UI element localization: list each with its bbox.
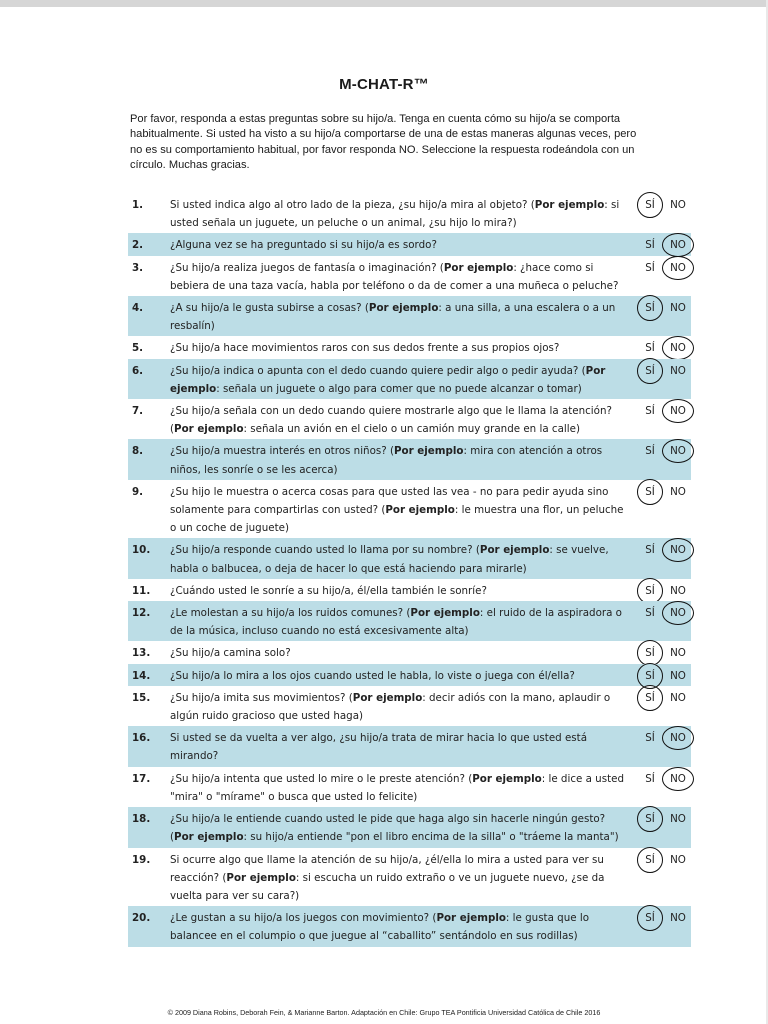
answer-options <box>636 604 692 622</box>
question-text: ¿Cuándo usted le sonríe a su hijo/a, él/ella también le sonríe? <box>170 584 487 597</box>
answer-options <box>636 442 692 460</box>
answer-yes-option[interactable]: SÍ <box>645 405 655 418</box>
answer-no-option[interactable]: NO <box>666 541 690 559</box>
answer-no-option[interactable]: NO <box>670 302 686 315</box>
question-number: 5. <box>132 342 144 355</box>
question-text: ¿Alguna vez se ha preguntado si su hijo/a es sordo? <box>170 239 437 252</box>
answer-options <box>636 339 692 357</box>
answer-no-option[interactable]: NO <box>666 402 690 420</box>
question-number: 7. <box>132 405 144 418</box>
question-row <box>128 480 691 539</box>
answer-yes-option[interactable]: SÍ <box>645 342 655 355</box>
answer-no-option[interactable]: NO <box>670 647 686 660</box>
answer-no-option[interactable]: NO <box>670 669 686 682</box>
question-text: ¿Su hijo/a responde cuando usted lo llama por su nombre? (Por ejemplo: se vuelve, habla o balbucea, o deja de hacer lo que está haciendo para mirarle) <box>170 544 609 575</box>
question-row <box>128 359 691 399</box>
question-text: ¿Su hijo/a hace movimientos raros con sus dedos frente a sus propios ojos? <box>170 342 560 355</box>
answer-options <box>636 402 692 420</box>
question-list <box>128 193 691 947</box>
answer-no-option[interactable]: NO <box>670 912 686 925</box>
answer-yes-option[interactable]: SÍ <box>645 544 655 557</box>
question-text: ¿Su hijo/a lo mira a los ojos cuando usted le habla, lo viste o juega con él/ella? <box>170 669 575 682</box>
question-number: 8. <box>132 445 144 458</box>
answer-options <box>636 236 692 254</box>
question-row <box>128 726 691 766</box>
answer-no-option[interactable]: NO <box>670 485 686 498</box>
answer-yes-option[interactable]: SÍ <box>640 689 660 707</box>
question-number: 10. <box>132 544 151 557</box>
question-text: Si usted indica algo al otro lado de la pieza, ¿su hijo/a mira al objeto? (Por ejemplo: si usted señala un juguete, un peluche o un animal, ¿su hijo lo mira?) <box>170 199 620 230</box>
answer-options <box>636 259 692 277</box>
question-number: 1. <box>132 199 144 211</box>
question-number: 12. <box>132 607 151 620</box>
question-row <box>128 296 691 336</box>
page-title: M-CHAT-R™ <box>339 76 429 93</box>
question-text: ¿Su hijo/a indica o apunta con el dedo cuando quiere pedir algo o pedir ayuda? (Por ejemplo: señala un juguete o algo para comer que no puede alcanzar o tomar) <box>170 364 606 395</box>
answer-options <box>636 810 692 828</box>
question-number: 17. <box>132 772 151 785</box>
answer-options <box>636 729 692 747</box>
question-text: Si usted se da vuelta a ver algo, ¿su hijo/a trata de mirar hacia lo que usted está mirando? <box>170 732 588 763</box>
answer-no-option[interactable]: NO <box>666 339 690 357</box>
answer-yes-option[interactable]: SÍ <box>640 909 660 927</box>
question-number: 13. <box>132 647 151 660</box>
answer-yes-option[interactable]: SÍ <box>645 261 655 274</box>
answer-yes-option[interactable]: SÍ <box>640 851 660 869</box>
question-row <box>128 664 691 686</box>
question-number: 14. <box>132 669 151 682</box>
answer-no-option[interactable]: NO <box>666 236 690 254</box>
answer-options <box>636 299 692 317</box>
answer-yes-option[interactable]: SÍ <box>640 582 660 600</box>
answer-yes-option[interactable]: SÍ <box>640 196 660 214</box>
question-number: 20. <box>132 912 151 925</box>
question-text: ¿Su hijo/a le entiende cuando usted le pide que haga algo sin hacerle ningún gesto? (Por ejemplo: su hijo/a entiende "pon el libro encima de la silla" o "tráeme la manta") <box>170 813 619 844</box>
answer-no-option[interactable]: NO <box>670 199 686 211</box>
question-number: 18. <box>132 813 151 826</box>
answer-no-option[interactable]: NO <box>670 691 686 704</box>
answer-no-option[interactable]: NO <box>666 770 690 788</box>
question-number: 6. <box>132 364 144 377</box>
answer-options <box>636 582 692 600</box>
question-row <box>128 336 691 358</box>
answer-options <box>636 541 692 559</box>
question-text: ¿Su hijo/a camina solo? <box>170 647 291 660</box>
answer-no-option[interactable]: NO <box>670 584 686 597</box>
answer-yes-option[interactable]: SÍ <box>640 644 660 662</box>
answer-yes-option[interactable]: SÍ <box>640 810 660 828</box>
question-number: 2. <box>132 239 144 252</box>
answer-no-option[interactable]: NO <box>670 853 686 866</box>
question-row <box>128 399 691 439</box>
question-row <box>128 538 691 578</box>
answer-yes-option[interactable]: SÍ <box>640 362 660 380</box>
answer-yes-option[interactable]: SÍ <box>640 667 660 685</box>
question-number: 9. <box>132 485 144 498</box>
answer-yes-option[interactable]: SÍ <box>645 732 655 745</box>
answer-yes-option[interactable]: SÍ <box>645 607 655 620</box>
question-number: 15. <box>132 691 151 704</box>
answer-yes-option[interactable]: SÍ <box>645 772 655 785</box>
question-row <box>128 767 691 807</box>
answer-options <box>636 196 692 214</box>
question-row <box>128 233 691 255</box>
answer-options <box>636 770 692 788</box>
question-text: ¿Su hijo/a realiza juegos de fantasía o imaginación? (Por ejemplo: ¿hace como si bebiera de una taza vacía, habla por teléfono o da de comer a una muñeca o peluche? <box>170 261 619 292</box>
answer-yes-option[interactable]: SÍ <box>640 299 660 317</box>
question-row <box>128 906 691 946</box>
question-text: ¿Le molestan a su hijo/a los ruidos comunes? (Por ejemplo: el ruido de la aspiradora o de la música, incluso cuando no está excesivamente alta) <box>170 607 622 638</box>
scan-top-edge <box>0 0 768 7</box>
question-text: ¿Su hijo/a intenta que usted lo mire o le preste atención? (Por ejemplo: le dice a usted "mira" o "mírame" o busca que usted lo felicite) <box>170 772 624 803</box>
question-number: 19. <box>132 853 151 866</box>
answer-yes-option[interactable]: SÍ <box>645 445 655 458</box>
question-number: 11. <box>132 584 151 597</box>
answer-no-option[interactable]: NO <box>666 729 690 747</box>
question-row <box>128 439 691 479</box>
copyright-footer: © 2009 Diana Robins, Deborah Fein, & Marianne Barton. Adaptación en Chile: Grupo TEA Pontificia Universidad Católica de Chile 2016 <box>167 1008 601 1017</box>
instructions-paragraph: Por favor, responda a estas preguntas sobre su hijo/a. Tenga en cuenta cómo su hijo/a se comporta habitualmente. Si usted ha visto a su hijo/a comportarse de una de estas maneras algunas veces, pero no es su comportamiento habitual, por favor responda NO. Seleccione la respuesta rodeándola con un círculo. Muchas gracias. <box>130 113 637 171</box>
question-row <box>128 193 691 233</box>
question-text: ¿Su hijo/a imita sus movimientos? (Por ejemplo: decir adiós con la mano, aplaudir o algún ruido gracioso que usted haga) <box>170 691 611 723</box>
answer-yes-option[interactable]: SÍ <box>645 239 655 252</box>
question-row <box>128 807 691 847</box>
answer-options <box>636 851 692 869</box>
question-row <box>128 686 691 726</box>
question-text: ¿Su hijo/a muestra interés en otros niños? (Por ejemplo: mira con atención a otros niños, les sonríe o se les acerca) <box>170 445 603 476</box>
answer-yes-option[interactable]: SÍ <box>640 483 660 501</box>
question-text: ¿Le gustan a su hijo/a los juegos con movimiento? (Por ejemplo: le gusta que lo balancee en el columpio o que juegue al “caballito” sentándolo en sus rodillas) <box>170 912 590 943</box>
question-number: 3. <box>132 261 144 274</box>
question-row <box>128 641 691 663</box>
question-text: ¿Su hijo le muestra o acerca cosas para que usted las vea - no para pedir ayuda sino solamente para compartirlas con usted? (Por ejemplo: le muestra una flor, un peluche o un coche de juguete) <box>170 485 624 535</box>
question-number: 4. <box>132 302 144 315</box>
question-text: ¿Su hijo/a señala con un dedo cuando quiere mostrarle algo que le llama la atención? (Por ejemplo: señala un avión en el cielo o un camión muy grande en la calle) <box>170 405 612 436</box>
question-row <box>128 848 691 907</box>
question-row <box>128 601 691 641</box>
question-row <box>128 256 691 296</box>
answer-no-option[interactable]: NO <box>666 442 690 460</box>
answer-no-option[interactable]: NO <box>666 604 690 622</box>
question-text: ¿A su hijo/a le gusta subirse a cosas? (Por ejemplo: a una silla, a una escalera o a un resbalín) <box>170 302 616 333</box>
answer-options <box>636 362 692 380</box>
answer-options <box>636 644 692 662</box>
question-text: Si ocurre algo que llame la atención de su hijo/a, ¿él/ella lo mira a usted para ver su reacción? (Por ejemplo: si escucha un ruido extraño o ve un juguete nuevo, ¿se da vuelta para ver su cara?) <box>170 853 605 902</box>
answer-options <box>636 909 692 927</box>
answer-options <box>636 483 692 501</box>
answer-options <box>636 667 692 685</box>
answer-no-option[interactable]: NO <box>666 259 690 277</box>
question-row <box>128 579 691 601</box>
answer-options <box>636 689 692 707</box>
question-number: 16. <box>132 732 151 745</box>
answer-no-option[interactable]: NO <box>670 813 686 826</box>
answer-no-option[interactable]: NO <box>670 364 686 377</box>
